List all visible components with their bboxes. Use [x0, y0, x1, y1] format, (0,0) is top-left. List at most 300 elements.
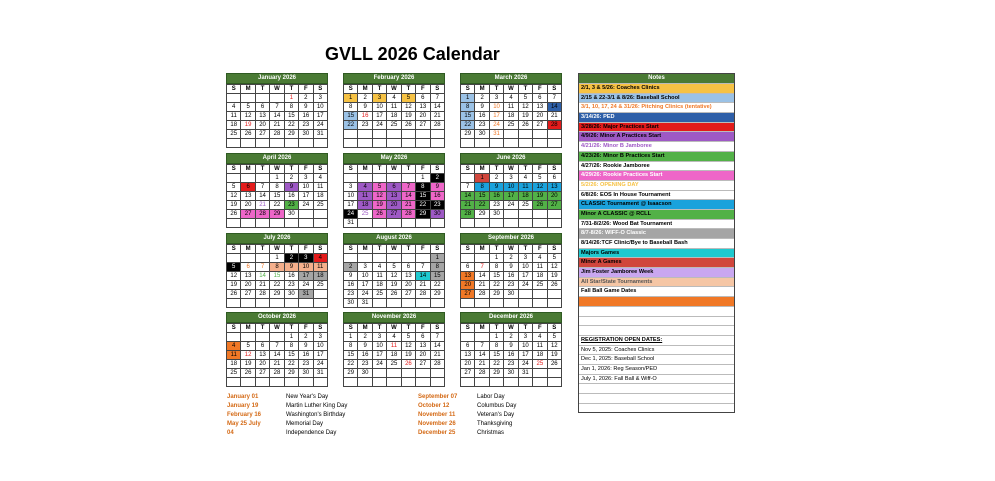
day-cell: 9 — [431, 183, 445, 192]
day-cell: 14 — [256, 192, 270, 201]
day-cell: 16 — [504, 351, 518, 360]
day-cell: 13 — [461, 351, 475, 360]
day-cell — [314, 299, 328, 308]
day-cell — [241, 94, 255, 103]
day-cell: 10 — [314, 342, 328, 351]
day-cell: 20 — [241, 281, 255, 290]
note-row: 3/28/26: Major Practices Start — [579, 122, 734, 132]
day-cell: 7 — [475, 263, 489, 272]
day-cell — [504, 130, 518, 139]
weekday-header: S — [314, 245, 328, 254]
day-cell: 7 — [270, 342, 284, 351]
note-row: 8/7-8/26: WIFF-O Classic — [579, 228, 734, 238]
month-days-grid — [460, 84, 562, 148]
day-cell — [387, 219, 401, 228]
month-block — [343, 73, 445, 148]
month-block — [460, 73, 562, 148]
day-cell — [387, 369, 401, 378]
day-cell: 1 — [344, 333, 358, 342]
page-title: GVLL 2026 Calendar — [325, 44, 500, 64]
day-cell — [475, 299, 489, 308]
day-cell: 27 — [416, 360, 430, 369]
day-cell — [548, 219, 562, 228]
holiday-date: September 07 — [418, 394, 458, 400]
day-cell: 8 — [285, 103, 299, 112]
day-cell: 30 — [504, 290, 518, 299]
weekday-header: W — [504, 245, 518, 254]
day-cell: 13 — [461, 272, 475, 281]
day-cell: 23 — [358, 360, 372, 369]
day-cell: 1 — [490, 333, 504, 342]
day-cell: 29 — [344, 369, 358, 378]
holiday-date: January 19 — [227, 403, 259, 409]
day-cell: 31 — [314, 130, 328, 139]
day-cell — [533, 378, 547, 387]
day-cell: 15 — [270, 192, 284, 201]
day-cell: 29 — [416, 210, 430, 219]
weekday-header: S — [344, 245, 358, 254]
holiday-date: January 01 — [227, 394, 259, 400]
day-cell: 15 — [461, 112, 475, 121]
note-row: 5/2/26: OPENING DAY — [579, 180, 734, 190]
day-cell: 9 — [344, 272, 358, 281]
day-cell: 22 — [285, 360, 299, 369]
day-cell: 6 — [533, 94, 547, 103]
day-cell — [314, 139, 328, 148]
day-cell: 13 — [387, 192, 401, 201]
day-cell: 10 — [314, 103, 328, 112]
day-cell: 6 — [241, 263, 255, 272]
day-cell: 7 — [431, 94, 445, 103]
day-cell: 19 — [227, 281, 241, 290]
month-block — [226, 73, 328, 148]
day-cell: 28 — [270, 130, 284, 139]
weekday-header: T — [373, 324, 387, 333]
day-cell: 25 — [533, 360, 547, 369]
weekday-header: M — [358, 324, 372, 333]
day-cell: 24 — [358, 290, 372, 299]
day-cell — [270, 378, 284, 387]
day-cell — [461, 378, 475, 387]
weekday-header: M — [358, 85, 372, 94]
day-cell: 13 — [416, 103, 430, 112]
day-cell: 11 — [533, 263, 547, 272]
day-cell: 9 — [285, 183, 299, 192]
weekday-header: S — [548, 324, 562, 333]
day-cell — [285, 378, 299, 387]
day-cell — [533, 299, 547, 308]
holiday-item — [418, 393, 457, 402]
weekday-header: S — [227, 245, 241, 254]
day-cell: 25 — [387, 360, 401, 369]
day-cell: 24 — [504, 201, 518, 210]
note-row — [579, 316, 734, 326]
day-cell: 26 — [227, 290, 241, 299]
weekday-header: S — [461, 85, 475, 94]
day-cell: 9 — [490, 183, 504, 192]
day-cell: 24 — [299, 281, 313, 290]
day-cell: 9 — [285, 263, 299, 272]
day-cell: 27 — [241, 210, 255, 219]
day-cell: 1 — [344, 94, 358, 103]
day-cell: 28 — [475, 290, 489, 299]
day-cell: 31 — [358, 299, 372, 308]
weekday-header: W — [270, 165, 284, 174]
day-cell: 30 — [285, 290, 299, 299]
day-cell: 2 — [285, 254, 299, 263]
day-cell — [270, 299, 284, 308]
month-block — [226, 312, 328, 387]
weekday-header: W — [387, 165, 401, 174]
day-cell: 30 — [285, 210, 299, 219]
day-cell: 4 — [227, 103, 241, 112]
month-title: June 2026 — [460, 153, 562, 164]
day-cell — [504, 378, 518, 387]
weekday-header: T — [519, 245, 533, 254]
day-cell: 25 — [227, 130, 241, 139]
day-cell: 13 — [256, 351, 270, 360]
weekday-header: M — [475, 324, 489, 333]
day-cell — [461, 254, 475, 263]
day-cell: 8 — [344, 103, 358, 112]
day-cell: 15 — [431, 272, 445, 281]
month-title: October 2026 — [226, 312, 328, 323]
holiday-date: November 11 — [418, 412, 456, 418]
day-cell: 4 — [387, 94, 401, 103]
day-cell: 30 — [344, 299, 358, 308]
day-cell: 4 — [227, 342, 241, 351]
day-cell: 29 — [461, 130, 475, 139]
note-row: 8/14/26:TCF Clinic/Bye to Baseball Bash — [579, 238, 734, 248]
day-cell: 28 — [475, 369, 489, 378]
day-cell — [533, 130, 547, 139]
day-cell: 5 — [227, 263, 241, 272]
day-cell: 27 — [416, 121, 430, 130]
weekday-header: S — [227, 165, 241, 174]
weekday-header: S — [548, 85, 562, 94]
day-cell: 17 — [504, 192, 518, 201]
month-title: January 2026 — [226, 73, 328, 84]
weekday-header: S — [431, 324, 445, 333]
day-cell — [314, 210, 328, 219]
day-cell: 27 — [256, 130, 270, 139]
month-block — [460, 233, 562, 308]
day-cell: 14 — [475, 351, 489, 360]
day-cell — [519, 299, 533, 308]
day-cell: 25 — [227, 369, 241, 378]
weekday-header: S — [227, 324, 241, 333]
weekday-header: M — [241, 85, 255, 94]
month-block — [460, 312, 562, 387]
day-cell: 29 — [270, 210, 284, 219]
day-cell: 22 — [270, 201, 284, 210]
day-cell — [256, 333, 270, 342]
weekday-header: T — [373, 165, 387, 174]
day-cell: 2 — [299, 94, 313, 103]
day-cell: 6 — [461, 342, 475, 351]
weekday-header: S — [461, 324, 475, 333]
day-cell — [387, 299, 401, 308]
day-cell: 18 — [533, 272, 547, 281]
holiday-date: May 25 July — [227, 421, 261, 427]
day-cell: 19 — [548, 351, 562, 360]
day-cell — [241, 219, 255, 228]
weekday-header: F — [299, 165, 313, 174]
day-cell — [490, 219, 504, 228]
weekday-header: S — [461, 165, 475, 174]
day-cell: 30 — [431, 210, 445, 219]
day-cell: 14 — [416, 272, 430, 281]
weekday-header: T — [402, 85, 416, 94]
day-cell: 23 — [285, 281, 299, 290]
day-cell: 23 — [431, 201, 445, 210]
weekday-header: T — [490, 165, 504, 174]
day-cell: 19 — [373, 201, 387, 210]
day-cell: 2 — [358, 333, 372, 342]
day-cell: 5 — [241, 342, 255, 351]
day-cell: 16 — [431, 192, 445, 201]
weekday-header: F — [416, 85, 430, 94]
day-cell: 7 — [270, 103, 284, 112]
month-title: April 2026 — [226, 153, 328, 164]
day-cell: 22 — [461, 121, 475, 130]
day-cell: 7 — [402, 183, 416, 192]
day-cell: 1 — [475, 174, 489, 183]
day-cell: 5 — [402, 94, 416, 103]
day-cell: 27 — [387, 210, 401, 219]
weekday-header: W — [504, 324, 518, 333]
day-cell — [256, 174, 270, 183]
day-cell: 19 — [227, 201, 241, 210]
day-cell: 27 — [533, 121, 547, 130]
day-cell: 16 — [358, 351, 372, 360]
weekday-header: S — [314, 165, 328, 174]
day-cell — [227, 139, 241, 148]
day-cell: 3 — [519, 333, 533, 342]
day-cell: 20 — [387, 201, 401, 210]
weekday-header: M — [241, 165, 255, 174]
weekday-header: T — [519, 85, 533, 94]
day-cell — [256, 94, 270, 103]
day-cell: 10 — [358, 272, 372, 281]
day-cell: 1 — [461, 94, 475, 103]
day-cell: 28 — [256, 210, 270, 219]
day-cell: 26 — [548, 360, 562, 369]
day-cell: 20 — [548, 192, 562, 201]
day-cell — [431, 369, 445, 378]
weekday-header: T — [519, 165, 533, 174]
month-block — [343, 233, 445, 308]
day-cell: 14 — [548, 103, 562, 112]
day-cell: 4 — [314, 174, 328, 183]
day-cell: 13 — [241, 192, 255, 201]
day-cell: 30 — [299, 369, 313, 378]
holiday-name: Christmas — [477, 430, 505, 436]
note-row: All Star/State Tournaments — [579, 277, 734, 287]
day-cell: 14 — [270, 112, 284, 121]
holiday-date: November 26 — [418, 421, 456, 427]
day-cell: 12 — [519, 103, 533, 112]
day-cell: 19 — [548, 272, 562, 281]
note-row — [579, 393, 734, 403]
day-cell — [314, 378, 328, 387]
day-cell: 28 — [416, 290, 430, 299]
day-cell: 21 — [416, 281, 430, 290]
day-cell: 23 — [344, 290, 358, 299]
day-cell — [533, 210, 547, 219]
weekday-header: T — [490, 324, 504, 333]
day-cell: 27 — [548, 201, 562, 210]
day-cell: 20 — [416, 351, 430, 360]
day-cell: 11 — [504, 103, 518, 112]
day-cell — [285, 299, 299, 308]
holiday-name: Martin Luther King Day — [286, 403, 348, 409]
holiday-date: February 16 — [227, 412, 262, 418]
day-cell — [285, 219, 299, 228]
day-cell: 5 — [402, 333, 416, 342]
day-cell — [533, 369, 547, 378]
day-cell: 20 — [256, 360, 270, 369]
day-cell — [402, 130, 416, 139]
day-cell: 1 — [285, 333, 299, 342]
note-row: 7/31-8/2/26: Wood Bat Tournament — [579, 219, 734, 229]
day-cell: 18 — [504, 112, 518, 121]
day-cell — [548, 290, 562, 299]
day-cell: 10 — [504, 183, 518, 192]
day-cell: 23 — [504, 360, 518, 369]
day-cell: 21 — [431, 112, 445, 121]
weekday-header: T — [519, 324, 533, 333]
day-cell — [256, 299, 270, 308]
day-cell: 23 — [358, 121, 372, 130]
day-cell: 23 — [490, 201, 504, 210]
note-row: 2/15 & 22-3/1 & 8/26: Baseball School — [579, 93, 734, 103]
weekday-header: S — [344, 85, 358, 94]
weekday-header: W — [387, 245, 401, 254]
weekday-header: W — [270, 324, 284, 333]
day-cell — [431, 139, 445, 148]
month-block — [343, 153, 445, 228]
day-cell: 4 — [314, 254, 328, 263]
day-cell: 26 — [402, 121, 416, 130]
note-row: 3/1, 10, 17, 24 & 31/26: Pitching Clinics (tentative) — [579, 102, 734, 112]
day-cell: 3 — [373, 333, 387, 342]
month-title: May 2026 — [343, 153, 445, 164]
day-cell — [299, 299, 313, 308]
day-cell — [358, 139, 372, 148]
weekday-header: M — [475, 85, 489, 94]
day-cell — [241, 174, 255, 183]
day-cell: 18 — [227, 121, 241, 130]
month-block — [460, 153, 562, 228]
day-cell: 19 — [402, 112, 416, 121]
day-cell: 6 — [416, 333, 430, 342]
day-cell: 25 — [314, 201, 328, 210]
day-cell: 17 — [299, 192, 313, 201]
day-cell: 20 — [241, 201, 255, 210]
month-days-grid — [460, 323, 562, 387]
month-title: February 2026 — [343, 73, 445, 84]
day-cell: 30 — [358, 369, 372, 378]
day-cell — [548, 210, 562, 219]
weekday-header: S — [314, 324, 328, 333]
weekday-header: W — [504, 165, 518, 174]
day-cell: 19 — [241, 360, 255, 369]
day-cell: 6 — [548, 174, 562, 183]
day-cell: 9 — [299, 103, 313, 112]
day-cell: 20 — [256, 121, 270, 130]
note-row: July 1, 2026: Fall Ball & Wiff-O — [579, 374, 734, 384]
day-cell: 24 — [519, 281, 533, 290]
day-cell: 14 — [256, 272, 270, 281]
day-cell — [533, 139, 547, 148]
day-cell: 2 — [285, 174, 299, 183]
day-cell: 18 — [387, 351, 401, 360]
day-cell: 15 — [490, 351, 504, 360]
day-cell: 11 — [358, 192, 372, 201]
day-cell — [227, 219, 241, 228]
day-cell — [416, 254, 430, 263]
day-cell — [402, 219, 416, 228]
day-cell: 22 — [285, 121, 299, 130]
day-cell — [314, 290, 328, 299]
weekday-header: W — [387, 85, 401, 94]
day-cell: 8 — [344, 342, 358, 351]
day-cell — [416, 139, 430, 148]
day-cell: 29 — [490, 290, 504, 299]
day-cell: 6 — [416, 94, 430, 103]
holiday-item — [227, 411, 261, 420]
day-cell: 27 — [461, 290, 475, 299]
day-cell: 15 — [344, 112, 358, 121]
day-cell: 24 — [299, 201, 313, 210]
day-cell — [461, 174, 475, 183]
weekday-header: T — [402, 245, 416, 254]
day-cell — [344, 254, 358, 263]
day-cell: 25 — [358, 210, 372, 219]
day-cell — [402, 254, 416, 263]
day-cell — [416, 369, 430, 378]
holiday-name: Memorial Day — [286, 421, 324, 427]
weekday-header: F — [416, 324, 430, 333]
holiday-item — [227, 393, 258, 402]
day-cell: 26 — [402, 360, 416, 369]
day-cell — [402, 139, 416, 148]
day-cell: 15 — [475, 192, 489, 201]
day-cell — [270, 219, 284, 228]
day-cell: 5 — [548, 333, 562, 342]
weekday-header: T — [402, 165, 416, 174]
day-cell: 16 — [358, 112, 372, 121]
holiday-item — [418, 411, 455, 420]
day-cell — [373, 378, 387, 387]
day-cell: 3 — [519, 254, 533, 263]
day-cell — [373, 369, 387, 378]
month-days-grid — [226, 164, 328, 228]
day-cell: 6 — [256, 103, 270, 112]
day-cell: 28 — [548, 121, 562, 130]
day-cell — [519, 378, 533, 387]
day-cell: 25 — [314, 281, 328, 290]
day-cell: 7 — [475, 342, 489, 351]
day-cell — [241, 254, 255, 263]
day-cell: 9 — [358, 103, 372, 112]
day-cell: 16 — [490, 192, 504, 201]
notes-header: Notes — [579, 74, 734, 83]
day-cell — [344, 174, 358, 183]
day-cell: 7 — [416, 263, 430, 272]
note-row: Majors Games — [579, 248, 734, 258]
